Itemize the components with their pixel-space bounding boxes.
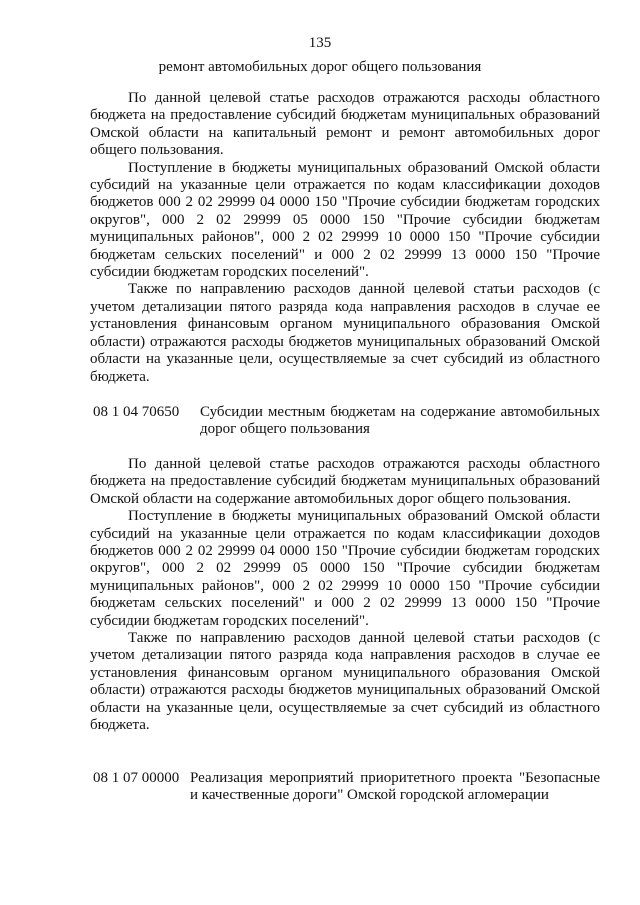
page-number: 135 xyxy=(308,35,332,51)
paragraph: Также по направлению расходов данной целевой статьи расходов (с учетом детализации пятого разряда кода направления расходов в случае ее установления финансовым органом муниципального образования Омской области) отражаются расходы бюджетов муниципальных образований Омской области на указанные цели, осуществляемые за счет субсидий из областного бюджета. xyxy=(90,281,600,385)
budget-code: 08 1 04 70650 xyxy=(93,404,180,420)
continued-heading: ремонт автомобильных дорог общего пользования xyxy=(158,59,482,75)
paragraph: Поступление в бюджеты муниципальных образований Омской области субсидий на указанные цели отражается по кодам классификации доходов бюджетов 000 2 02 29999 04 0000 150 "Прочие субсидии бюджетам городских округов", 000 2 02 29999 05 0000 150 "Прочие субсидии бюджетам муниципальных районов", 000 2 02 29999 10 0000 150 "Прочие субсидии бюджетам сельских поселений" и 000 2 02 29999 13 0000 150 "Прочие субсидии бюджетам городских поселений". xyxy=(90,159,600,281)
budget-code: 08 1 07 00000 xyxy=(93,770,180,786)
paragraph: По данной целевой статье расходов отражаются расходы областного бюджета на предоставление субсидий бюджетам муниципальных образований Омской области на содержание автомобильных дорог общего пользования. xyxy=(90,456,600,507)
paragraph: Также по направлению расходов данной целевой статьи расходов (с учетом детализации пятого разряда кода направления расходов в случае ее установления финансовым органом муниципального образования Омской области) отражаются расходы бюджетов муниципальных образований Омской области на указанные цели, осуществляемые за счет субсидий из областного бюджета. xyxy=(90,630,600,734)
budget-code-title: Субсидии местным бюджетам на содержание автомобильных дорог общего пользования xyxy=(200,404,600,438)
budget-code-title: Реализация мероприятий приоритетного проекта "Безопасные и качественные дороги" Омской городской агломерации xyxy=(190,770,600,804)
section-1-body xyxy=(90,90,600,386)
paragraph: Поступление в бюджеты муниципальных образований Омской области субсидий на указанные цели отражается по кодам классификации доходов бюджетов 000 2 02 29999 04 0000 150 "Прочие субсидии бюджетам городских округов", 000 2 02 29999 05 0000 150 "Прочие субсидии бюджетам муниципальных районов", 000 2 02 29999 10 0000 150 "Прочие субсидии бюджетам сельских поселений" и 000 2 02 29999 13 0000 150 "Прочие субсидии бюджетам городских поселений". xyxy=(90,508,600,629)
section-2-body xyxy=(90,456,600,735)
paragraph: По данной целевой статье расходов отражаются расходы областного бюджета на предоставление субсидий бюджетам муниципальных образований Омской области на капитальный ремонт и ремонт автомобильных дорог общего пользования. xyxy=(90,90,600,159)
